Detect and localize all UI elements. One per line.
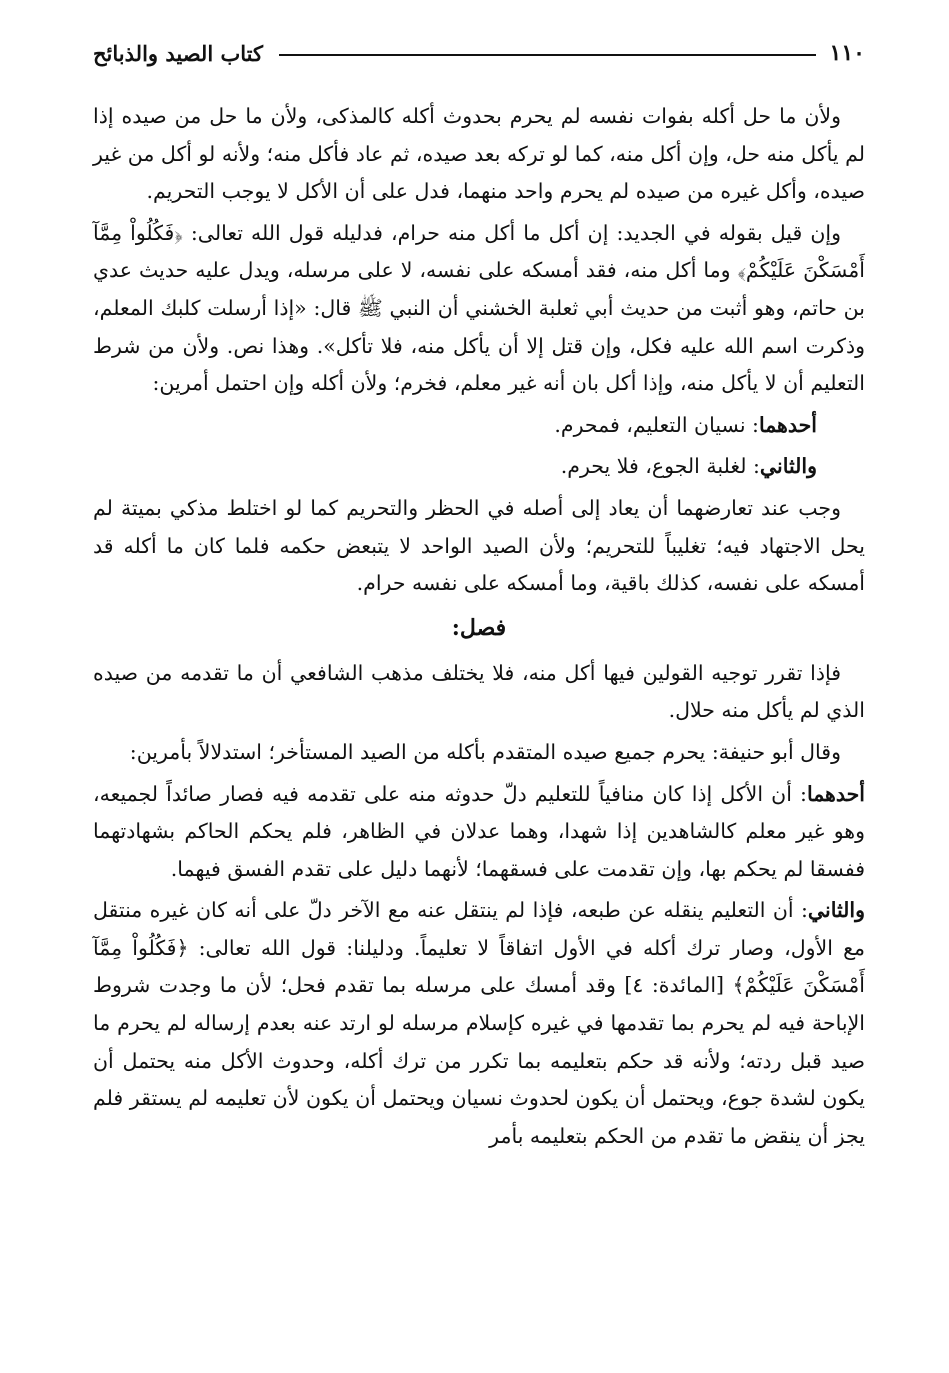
item-lead: والثاني <box>807 898 865 923</box>
enumerated-item <box>93 407 865 445</box>
item-text: : نسيان التعليم، فمحرم. <box>554 412 759 437</box>
section-heading: فصل: <box>451 614 507 641</box>
item-text: : أن التعليم ينقله عن طبعه، فإذا لم ينتقل عنه مع الآخر دلّ على أنه كان غيره منتقل مع الأول، وصار ترك أكله في الأول اتفاقاً لا تعليماً. ودليلنا: قول الله تعالى: ﴿فَكُلُواْ مِمَّآ أَمْسَكْنَ عَلَيْكُمْ﴾ [المائدة: ٤] وقد أمسك على مرسله بما تقدم فحل؛ لأن ما وجدت شروط الإباحة فيه لم يحرم بما تقدمها في غيره كإسلام مرسله لو ارتد عنه بعدم إرساله لم يحرم ما صيد قبل ردته؛ ولأنه قد حكم بتعليمه بما تكرر من ترك أكله، وحدوث الأكل منه يحتمل أن يكون لشدة جوع، ويحتمل أن يكون لحدوث نسيان ويحتمل أن يكون لأن تعليمه لم يستقر فلم يجز أن ينقض ما تقدم من الحكم بتعليمه بأمر <box>93 898 865 1148</box>
item-lead: والثاني <box>759 454 817 479</box>
paragraph: وقال أبو حنيفة: يحرم جميع صيده المتقدم بأكله من الصيد المستأخر؛ استدلالاً بأمرين: <box>129 739 841 764</box>
body-text <box>93 98 865 1155</box>
item-text: : لغلبة الجوع، فلا يحرم. <box>560 454 760 479</box>
item-text: : أن الأكل إذا كان منافياً للتعليم دلّ حدوثه منه على تقدمه فيه فصار صائداً لجميعه، وهو غير معلم كالشاهدين إذا شهدا، وهما عدلان في الظاهر، فلم يحكم الحاكم بشهادتهما ففسقا لم يحكم بها، وإن تقدمت على فسقهما؛ لأنهما دليل على تقدم الفسق فيهما. <box>93 781 865 881</box>
header-rule <box>279 54 816 56</box>
enumerated-item <box>93 892 865 1155</box>
book-page <box>93 30 865 1159</box>
enumerated-item <box>93 776 865 889</box>
paragraph: وجب عند تعارضهما أن يعاد إلى أصله في الحظر والتحريم كما لو اختلط مذكي بميتة لم يحل الاجتهاد فيه؛ تغليباً للتحريم؛ ولأن الصيد الواحد لا يتبعض حكمه فلما كان ما أكله قد أمسكه على نفسه، كذلك باقية، وما أمسكه على نفسه حرام. <box>93 495 865 596</box>
item-lead: أحدهما <box>806 781 865 806</box>
enumerated-item <box>93 448 865 486</box>
running-header <box>93 30 865 76</box>
page-number: ١١٠ <box>829 40 865 66</box>
item-lead: أحدهما <box>758 412 817 437</box>
paragraph: وإن قيل بقوله في الجديد: إن أكل ما أكل منه حرام، فدليله قول الله تعالى: ﴿فَكُلُواْ مِمَّآ أَمْسَكْنَ عَلَيْكُمْ﴾ وما أكل منه، فقد أمسكه على نفسه، لا على مرسله، ويدل عليه حديث عدي بن حاتم، وهو أثبت من حديث أبي ثعلبة الخشني أن النبي ﷺ قال: «إذا أرسلت كلبك المعلم، وذكرت اسم الله عليه فكل، وإن قتل إلا أن يأكل منه، فلا تأكل». وهذا نص. ولأن من شرط التعليم أن لا يأكل منه، وإذا أكل بان أنه غير معلم، فخرم؛ ولأن أكله وإن احتمل أمرين: <box>93 220 865 396</box>
paragraph: فإذا تقرر توجيه القولين فيها أكل منه، فلا يختلف مذهب الشافعي أن ما تقدمه من صيده الذي لم يأكل منه حلال. <box>93 660 865 723</box>
book-title: كتاب الصيد والذبائح <box>93 40 263 66</box>
paragraph: ولأن ما حل أكله بفوات نفسه لم يحرم بحدوث أكله كالمذكى، ولأن ما حل من صيده إذا لم يأكل منه حل، وإن أكل منه، كما لو تركه بعد صيده، ثم عاد فأكل منه؛ ولأنه لو أكل من غير صيده، وأكل غيره من صيده لم يحرم واحد منهما، فدل على أن الأكل لا يوجب التحريم. <box>93 104 865 204</box>
